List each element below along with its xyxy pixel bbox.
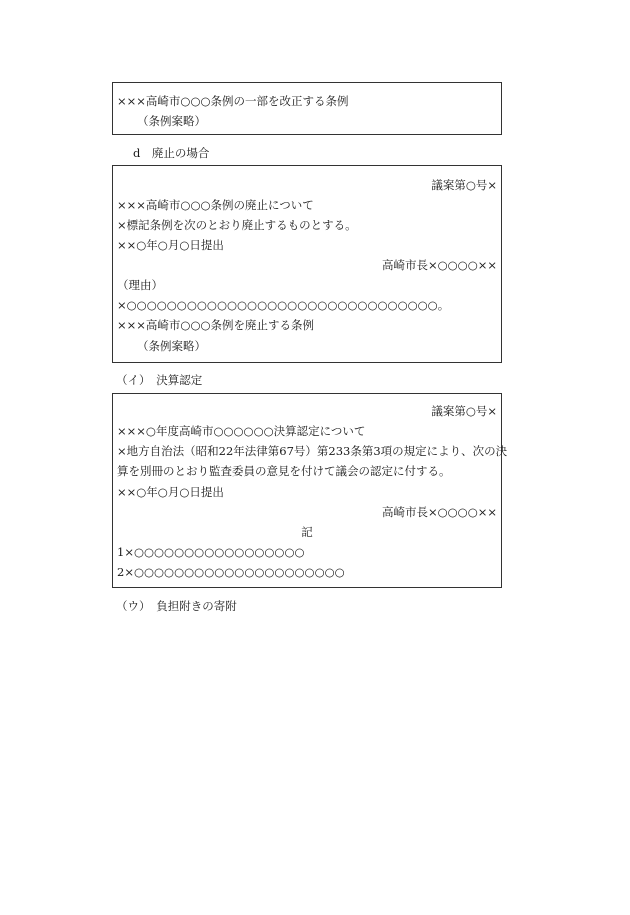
bill-body-line-2: 算を別冊のとおり監査委員の意見を付けて議会の認定に付する。 [117, 464, 451, 478]
submission-date: ××○年○月○日提出 [117, 238, 224, 252]
bill-body-line-1: ×地方自治法（昭和22年法律第67号）第233条第3項の規定により、次の決 [117, 444, 508, 458]
submission-date: ××○年○月○日提出 [117, 485, 224, 499]
item-1: 1×○○○○○○○○○○○○○○○○○ [117, 545, 305, 559]
reason-label: （理由） [117, 278, 163, 292]
mayor-signature: 高崎市長×○○○○×× [381, 505, 497, 519]
bill-title: ×××高崎市○○○条例の廃止について [117, 198, 314, 212]
heading-settlement-approval: （イ） 決算認定 [116, 373, 203, 387]
amendment-ordinance-omitted: （条例案略） [137, 114, 206, 128]
mayor-signature: 高崎市長×○○○○×× [381, 258, 497, 272]
settlement-bill-box [112, 393, 508, 588]
ki-mark: 記 [301, 525, 313, 539]
ordinance-omitted: （条例案略） [137, 339, 206, 353]
abolishing-ordinance-title: ×××高崎市○○○条例を廃止する条例 [117, 318, 315, 332]
heading-abolition: d 廃止の場合 [133, 146, 210, 160]
abolition-bill-box [112, 165, 502, 363]
bill-number: 議案第○号× [431, 178, 497, 192]
reason-text: ×○○○○○○○○○○○○○○○○○○○○○○○○○○○○○○○。 [117, 298, 450, 312]
bill-body: ×標記条例を次のとおり廃止するものとする。 [117, 218, 357, 232]
bill-number: 議案第○号× [431, 404, 497, 418]
heading-burdened-donation: （ウ） 負担附きの寄附 [116, 599, 237, 613]
amendment-ordinance-box [112, 82, 502, 135]
item-2: 2×○○○○○○○○○○○○○○○○○○○○○ [117, 565, 345, 579]
amendment-ordinance-title: ×××高崎市○○○条例の一部を改正する条例 [117, 94, 349, 108]
bill-title: ×××○年度高崎市○○○○○○決算認定について [117, 424, 366, 438]
